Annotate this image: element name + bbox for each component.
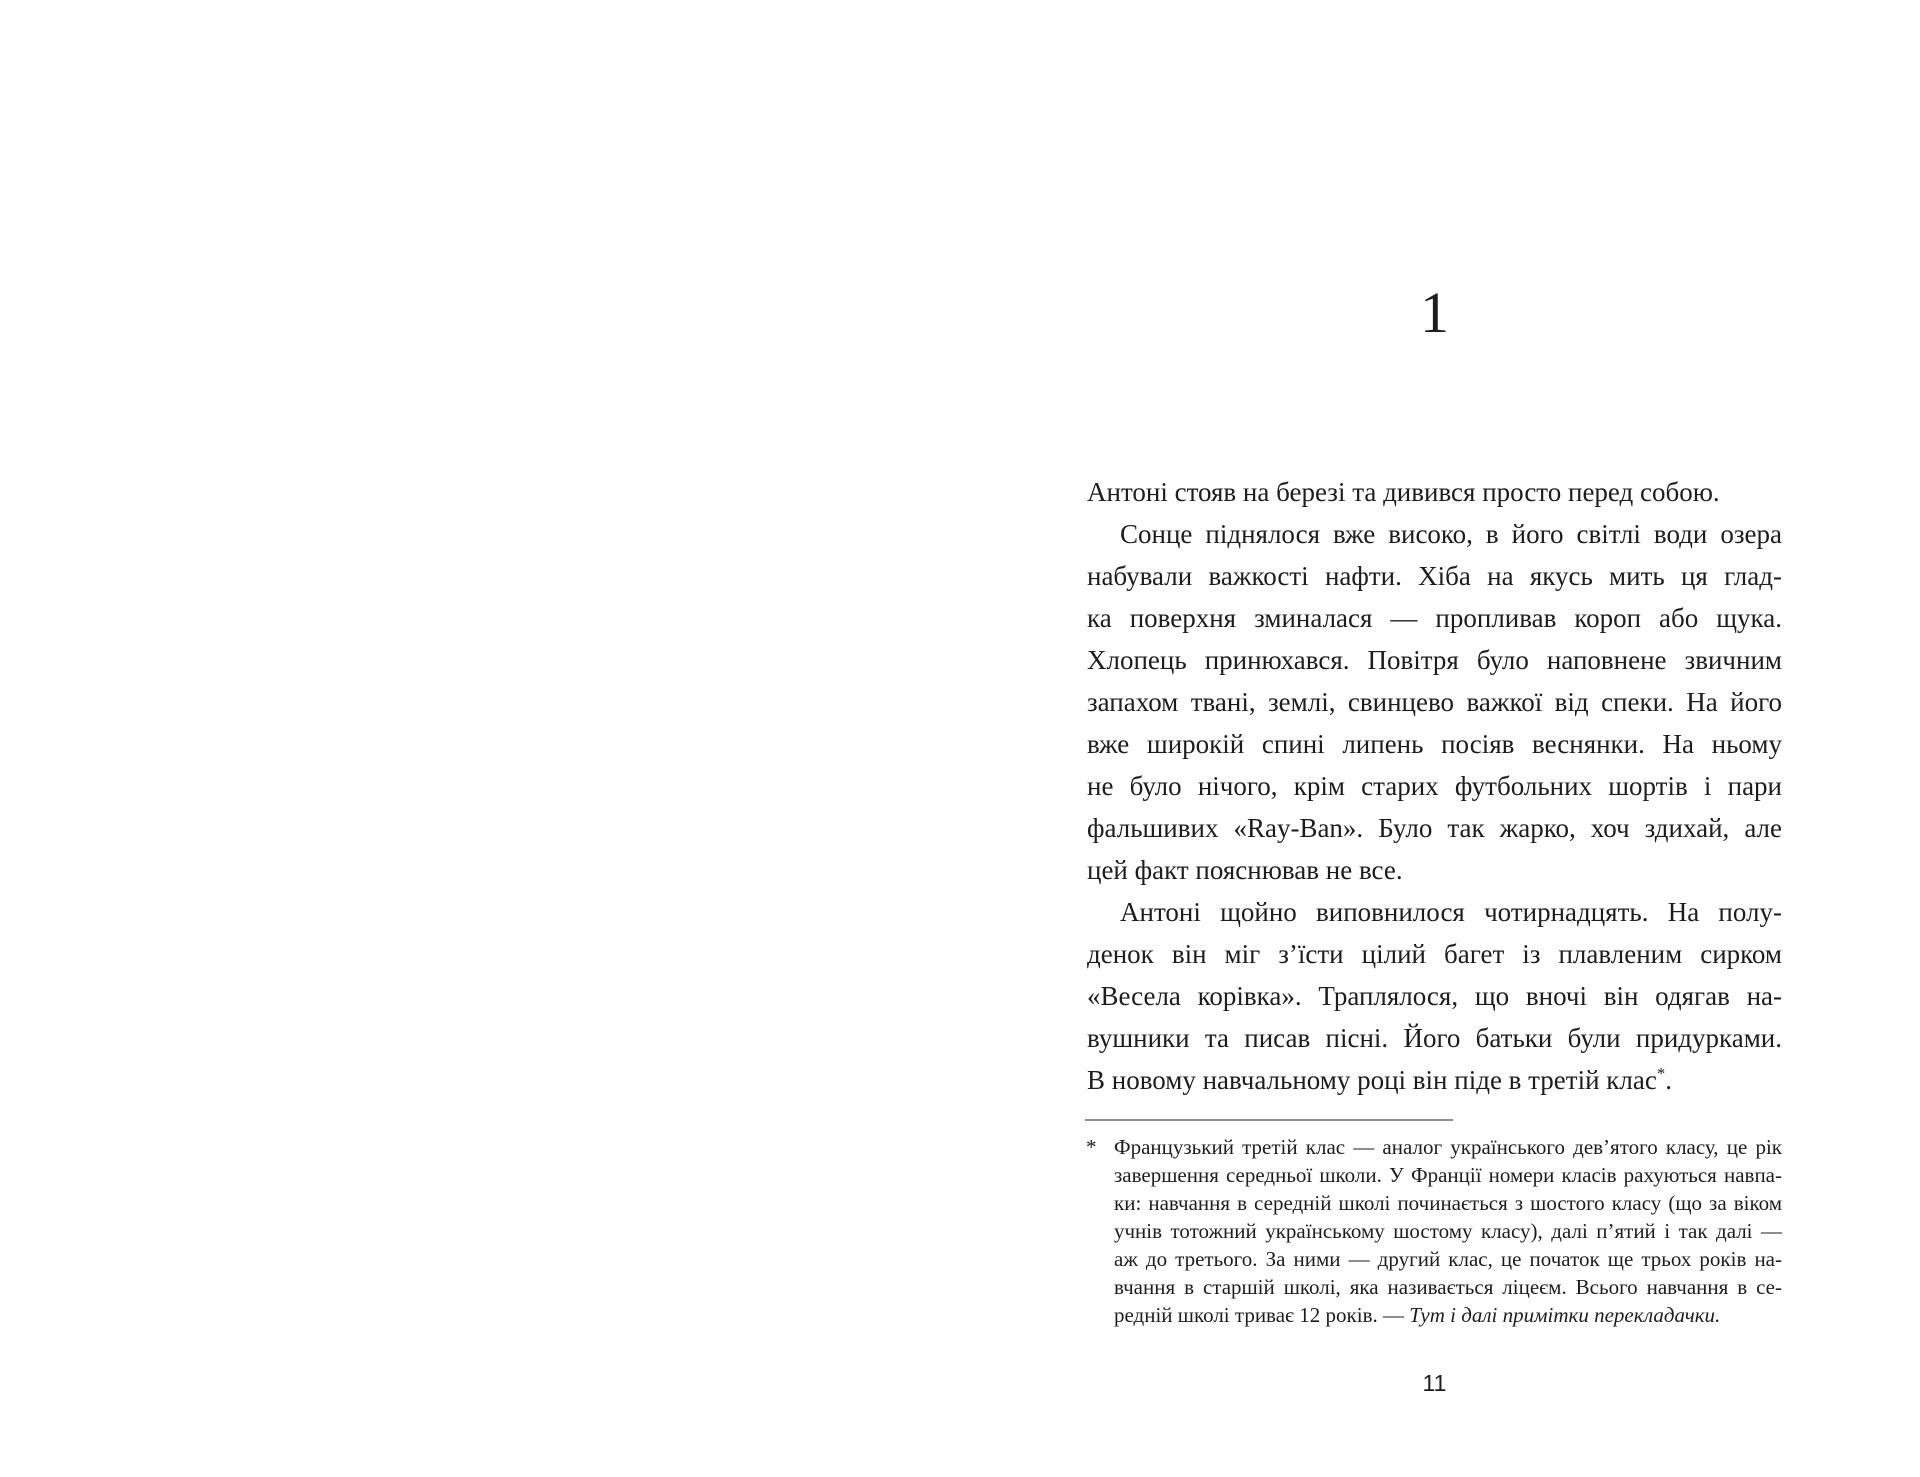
footnote-last-line-regular: редній школі триває 12 років. — (1114, 1303, 1410, 1327)
footnote-ref-marker: * (1656, 1064, 1666, 1083)
footnote-line: аж до третього. За ними — другий клас, це початок ще трьох років на- (1114, 1247, 1782, 1271)
footnote-ref-period: . (1665, 1065, 1672, 1095)
page-number: 11 (1422, 1370, 1447, 1396)
footnote-line: вчання в старшій школі, яка називається ліцеєм. Всього навчання в се- (1114, 1275, 1782, 1299)
footnote-block (1086, 1133, 1782, 1329)
footnote-ref-text: В новому навчальному році він піде в третій клас (1087, 1065, 1657, 1095)
footnote-last-line (1114, 1301, 1782, 1329)
chapter-number: 1 (1420, 280, 1449, 345)
body-line: ка поверхня зминалася — пропливав короп або щука. (1087, 603, 1782, 633)
body-text (1087, 471, 1782, 1101)
footnote-last-line-italic: Тут і далі примітки перекладачки. (1409, 1303, 1721, 1327)
footnote-line: Французький третій клас — аналог українського дев’ятого класу, це рік (1114, 1135, 1782, 1159)
body-line: Антоні щойно виповнилося чотирнадцять. На полу- (1120, 897, 1782, 927)
footnote-line: ки: навчання в середній школі починається з шостого класу (що за віком (1114, 1191, 1782, 1215)
body-line: «Весела корівка». Траплялося, що вночі він одягав на- (1087, 981, 1782, 1011)
body-lines (1087, 471, 1782, 1059)
footnote-line: учнів тотожний українському шостому класу), далі п’ятий і так далі — (1114, 1219, 1782, 1243)
body-line: фальшивих «Ray-Ban». Було так жарко, хоч здихай, але (1087, 813, 1782, 843)
body-line: не було нічого, крім старих футбольних шортів і пари (1087, 771, 1782, 801)
body-line: Хлопець принюхався. Повітря було наповнене звичним (1087, 645, 1782, 675)
body-line: цей факт пояснював не все. (1087, 855, 1403, 885)
body-line: денок він міг з’їсти цілий багет із плавленим сирком (1087, 939, 1782, 969)
footnote-lines (1114, 1133, 1782, 1301)
body-line: Сонце піднялося вже високо, в його світлі води озера (1120, 519, 1782, 549)
body-line: набували важкості нафти. Хіба на якусь мить ця глад- (1087, 561, 1782, 591)
footnote-marker: * (1086, 1135, 1097, 1159)
footnote-rule (1085, 1119, 1453, 1121)
body-line: вже широкій спині липень посіяв веснянки. На ньому (1087, 729, 1782, 759)
footnote-line: завершення середньої школи. У Франції номери класів рахуються навпа- (1114, 1163, 1782, 1187)
body-line-footnote-ref (1087, 1059, 1782, 1101)
body-line: запахом твані, землі, свинцево важкої від спеки. На його (1087, 687, 1782, 717)
body-line: Антоні стояв на березі та дивився просто перед собою. (1087, 477, 1720, 507)
body-line: вушники та писав пісні. Його батьки були придурками. (1087, 1023, 1782, 1053)
